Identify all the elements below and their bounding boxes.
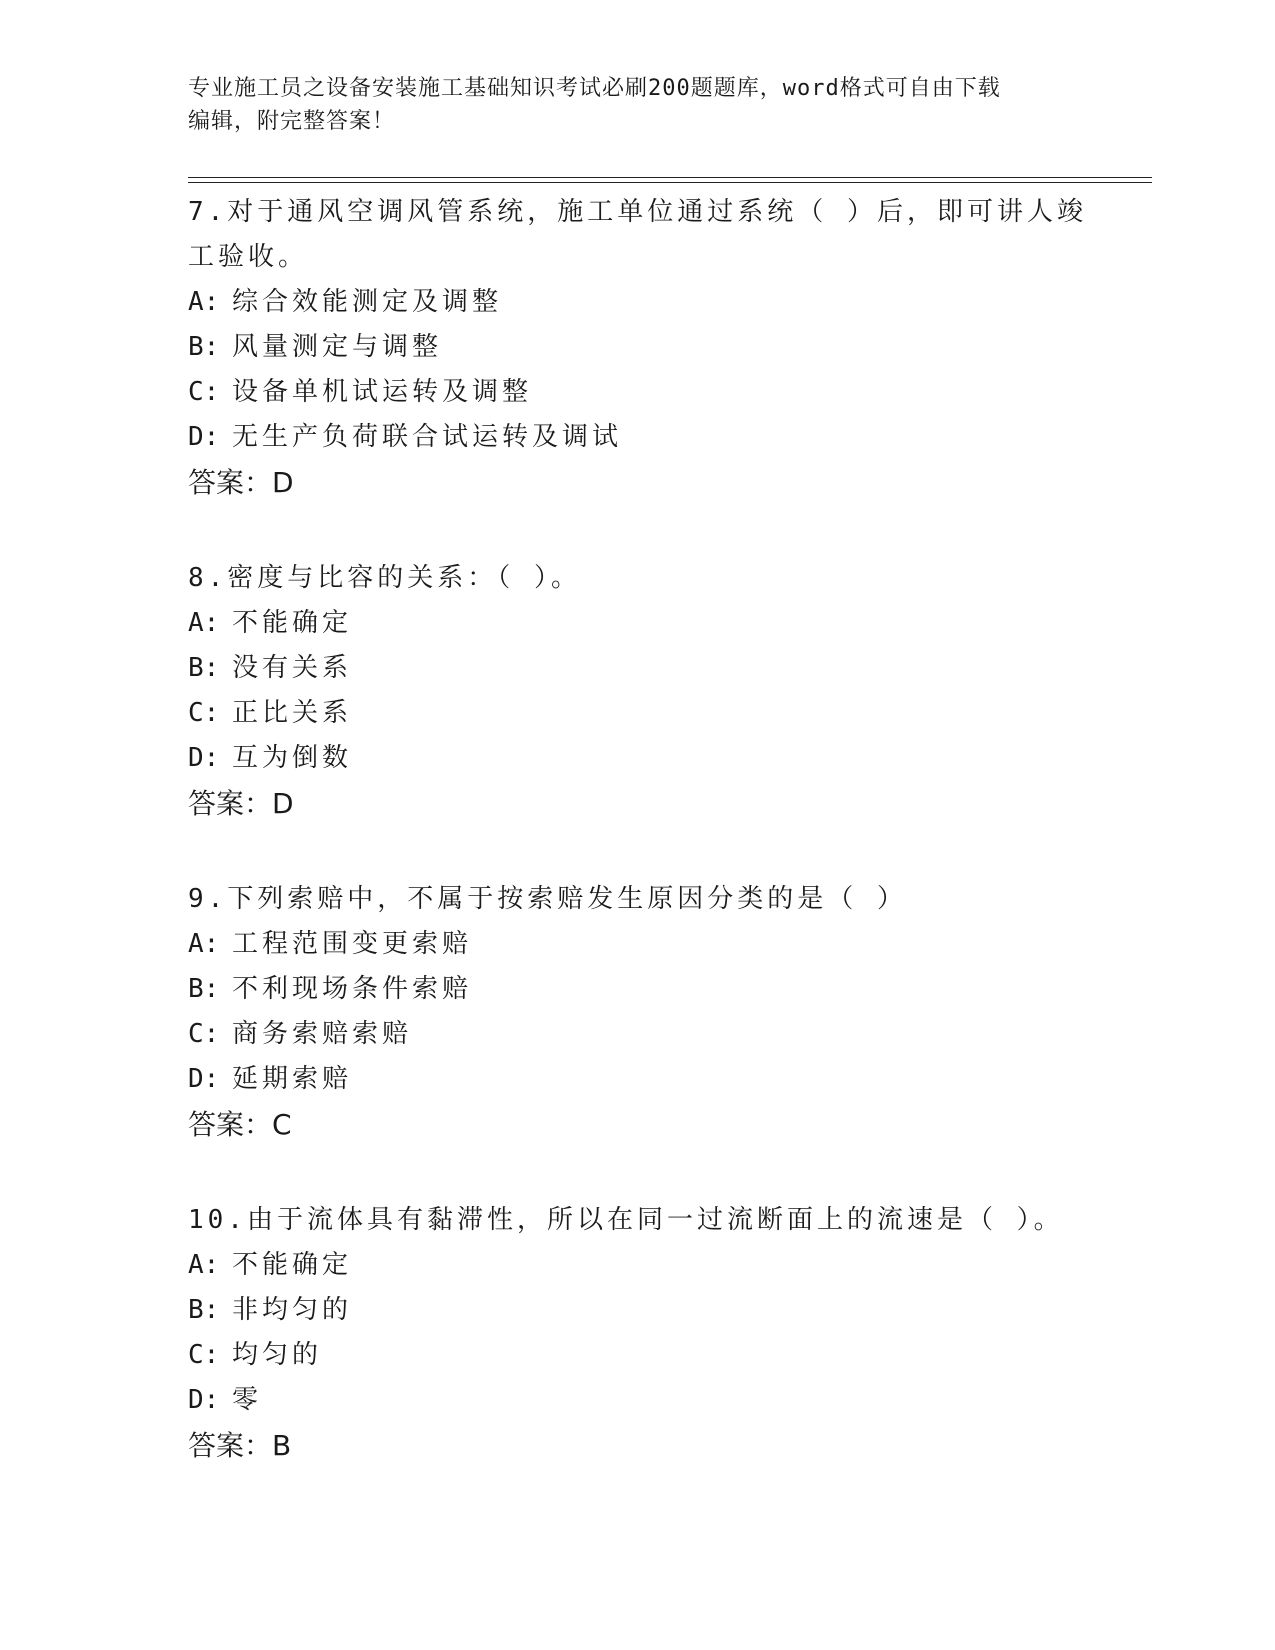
header-divider-bottom [188, 182, 1152, 183]
option-letter: C: [188, 1340, 220, 1370]
option-letter: C: [188, 377, 220, 407]
option-text: 均匀的 [232, 1340, 323, 1370]
option-text: 延期索赔 [232, 1064, 353, 1094]
option-letter: B: [188, 653, 220, 683]
option-d [188, 1057, 1088, 1102]
option-letter: D: [188, 422, 220, 452]
option-d [188, 736, 1088, 781]
option-text: 零 [232, 1385, 263, 1415]
option-letter: A: [188, 608, 220, 638]
option-b [188, 1288, 1088, 1333]
option-text: 不能确定 [232, 1250, 353, 1280]
question-stem: 8.密度与比容的关系：（ ）。 [188, 563, 581, 593]
option-letter: A: [188, 287, 220, 317]
option-letter: D: [188, 1385, 220, 1415]
option-a [188, 1243, 1088, 1288]
option-text: 综合效能测定及调整 [232, 287, 503, 317]
answer-label: 答案：C [188, 1108, 292, 1141]
option-b [188, 325, 1088, 370]
option-letter: C: [188, 1019, 220, 1049]
answer-label: 答案：D [188, 787, 294, 820]
question-stem: 7.对于通风空调风管系统，施工单位通过系统（ ）后，即可讲人竣工验收。 [188, 197, 1087, 272]
option-letter: A: [188, 929, 220, 959]
option-a [188, 922, 1088, 967]
header-divider-top [188, 177, 1152, 178]
option-text: 风量测定与调整 [232, 332, 443, 362]
option-letter: B: [188, 1295, 220, 1325]
question-list [188, 190, 1088, 1519]
answer-label: 答案：B [188, 1429, 292, 1462]
question-8 [188, 556, 1088, 827]
option-letter: B: [188, 974, 220, 1004]
option-c [188, 370, 1088, 415]
option-text: 非均匀的 [232, 1295, 353, 1325]
option-letter: D: [188, 743, 220, 773]
option-b [188, 646, 1088, 691]
option-letter: D: [188, 1064, 220, 1094]
option-text: 互为倒数 [232, 743, 353, 773]
option-d [188, 1378, 1088, 1423]
option-a [188, 601, 1088, 646]
question-7 [188, 190, 1088, 506]
option-text: 不利现场条件索赔 [232, 974, 473, 1004]
option-c [188, 1012, 1088, 1057]
question-stem: 9.下列索赔中，不属于按索赔发生原因分类的是（ ） [188, 884, 907, 914]
question-stem: 10.由于流体具有黏滞性，所以在同一过流断面上的流速是（ ）。 [188, 1205, 1064, 1235]
option-letter: A: [188, 1250, 220, 1280]
option-b [188, 967, 1088, 1012]
option-c [188, 691, 1088, 736]
option-a [188, 280, 1088, 325]
question-10 [188, 1198, 1088, 1469]
answer-label: 答案：D [188, 466, 294, 499]
option-c [188, 1333, 1088, 1378]
option-text: 商务索赔索赔 [232, 1019, 413, 1049]
option-letter: B: [188, 332, 220, 362]
option-text: 没有关系 [232, 653, 353, 683]
header-line-2: 编辑，附完整答案！ [188, 109, 396, 134]
option-text: 设备单机试运转及调整 [232, 377, 533, 407]
option-text: 不能确定 [232, 608, 353, 638]
option-text: 工程范围变更索赔 [232, 929, 473, 959]
option-d [188, 415, 1088, 460]
option-text: 正比关系 [232, 698, 353, 728]
option-letter: C: [188, 698, 220, 728]
document-header [188, 72, 1088, 138]
question-9 [188, 877, 1088, 1148]
option-text: 无生产负荷联合试运转及调试 [232, 422, 623, 452]
header-line-1: 专业施工员之设备安装施工基础知识考试必刷200题题库，word格式可自由下载 [188, 76, 1001, 101]
